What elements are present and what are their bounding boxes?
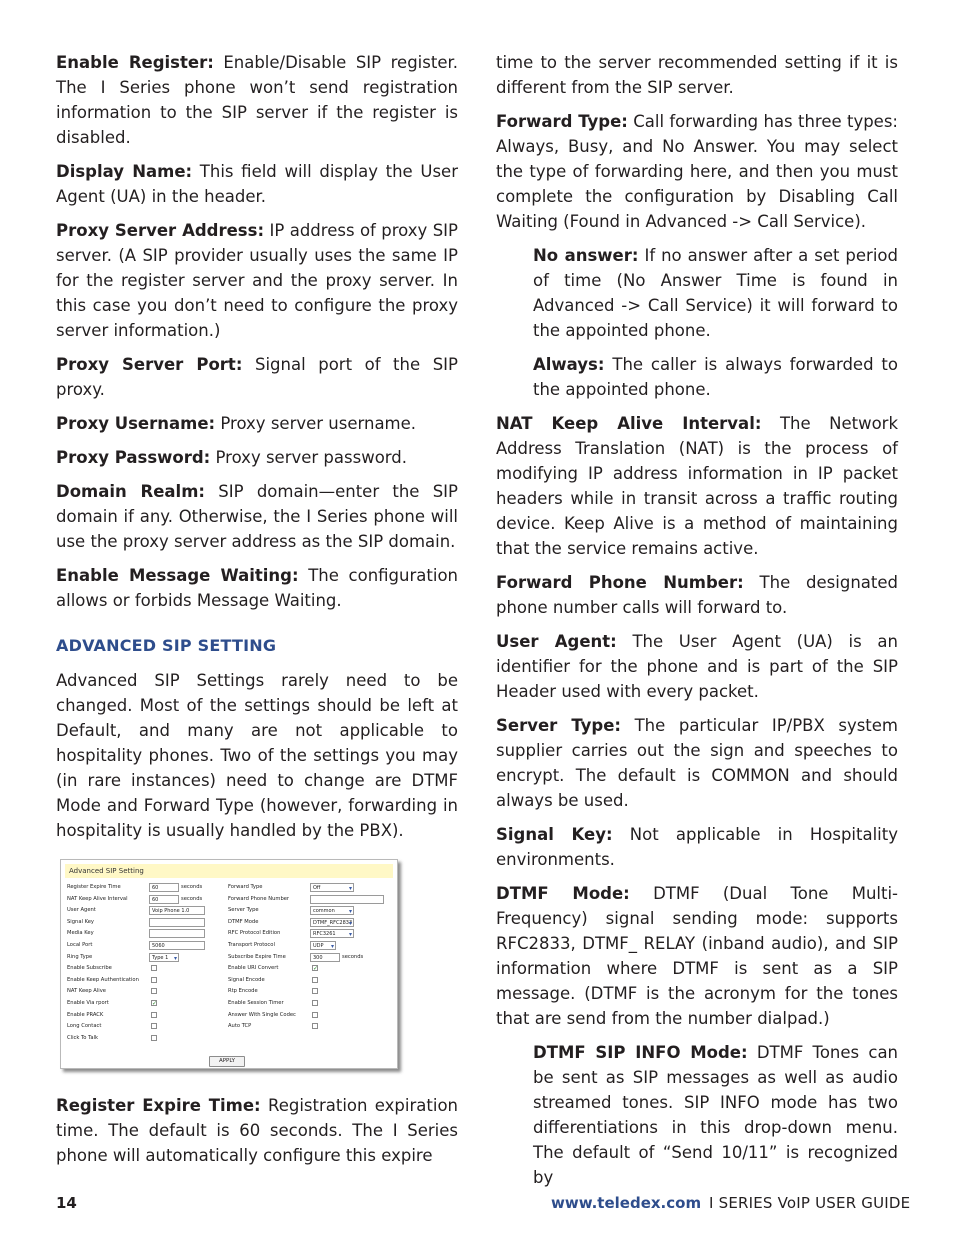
- description: The User Agent (UA) is an identifier for the phone and is part of the SIP Header used with every packet.: [496, 632, 898, 701]
- setting-checkbox[interactable]: [151, 977, 157, 983]
- setting-label: Enable Keep Authentication: [67, 976, 139, 983]
- setting-label: NAT Keep Alive: [67, 988, 107, 995]
- setting-row: [67, 986, 227, 997]
- definition-paragraph: [533, 352, 898, 402]
- setting-input[interactable]: [149, 895, 179, 904]
- setting-row: [67, 975, 227, 986]
- setting-label: Transport Protocol: [228, 942, 275, 948]
- setting-label: Subscribe Expire Time: [228, 953, 286, 960]
- setting-select[interactable]: [310, 906, 354, 915]
- setting-checkbox[interactable]: [151, 988, 157, 994]
- setting-input[interactable]: [310, 895, 384, 904]
- setting-row: [228, 928, 388, 939]
- definition-paragraph: [496, 822, 898, 872]
- section-intro: Advanced SIP Settings rarely need to be changed. Most of the settings should be left at Default, and many are not applicable to hospitality phones. Two of the settings you may (in rare instances) need to change are DTMF Mode and Forward Type (however, forwarding in hospitality is usually handled by the PBX).: [56, 671, 458, 840]
- term: Proxy Username:: [56, 414, 216, 433]
- setting-row: [67, 963, 227, 974]
- description: Proxy server username.: [220, 414, 417, 433]
- setting-row: [228, 1021, 388, 1032]
- setting-value: 5060: [152, 943, 165, 949]
- setting-label: Forward Phone Number: [228, 895, 290, 902]
- term: Always:: [533, 355, 605, 374]
- setting-row: [67, 882, 227, 893]
- setting-checkbox[interactable]: [151, 1035, 157, 1041]
- term: Enable Message Waiting:: [56, 566, 299, 585]
- setting-unit: seconds: [342, 953, 364, 960]
- definition-paragraph: [56, 563, 458, 613]
- setting-row: [228, 905, 388, 916]
- definition-paragraph: [56, 218, 458, 343]
- definition-paragraph: [496, 881, 898, 1031]
- term: Proxy Server Address:: [56, 221, 265, 240]
- setting-value: Off: [313, 885, 321, 891]
- setting-row: [228, 917, 388, 928]
- definition-paragraph: [56, 411, 458, 436]
- page-number: 14: [56, 1194, 77, 1212]
- description: The Network Address Translation (NAT) is the process of modifying IP address information in IP packet headers while in transit across a traffic routing device. Keep Alive is a method of maintaining that the service remains active.: [496, 414, 898, 558]
- setting-row: [228, 882, 388, 893]
- left-paragraphs: [56, 50, 458, 613]
- setting-label: Server Type: [228, 907, 259, 914]
- description: If no answer after a set period of time (No Answer Time is found in Advanced -> Call Service) it will forward to the appointed phone.: [533, 246, 898, 340]
- setting-label: Forward Type: [228, 884, 263, 890]
- setting-checkbox[interactable]: [312, 988, 318, 994]
- setting-label: Enable Via rport: [67, 1000, 109, 1006]
- setting-row: [228, 1010, 388, 1021]
- setting-row: [67, 952, 227, 963]
- setting-value: Type 1: [152, 954, 169, 961]
- setting-input[interactable]: [149, 941, 205, 950]
- setting-value: 60: [152, 885, 159, 891]
- description: SIP domain—enter the SIP domain if any. Otherwise, the I Series phone will use the proxy server address as the SIP domain.: [56, 482, 459, 551]
- setting-unit: seconds: [181, 895, 203, 902]
- term: Proxy Password:: [56, 448, 211, 467]
- setting-row: [228, 940, 388, 951]
- right-column: [496, 50, 898, 1199]
- description: Registration expiration time. The default is 60 seconds. The I Series phone will automatically configure this expire: [56, 1096, 458, 1165]
- setting-value: common: [313, 908, 335, 915]
- setting-input[interactable]: [149, 929, 205, 938]
- setting-label: Enable URI Convert: [228, 965, 279, 972]
- description: The configuration allows or forbids Message Waiting.: [56, 566, 458, 610]
- definition-paragraph: [496, 50, 898, 100]
- setting-row: [228, 975, 388, 986]
- setting-select[interactable]: [310, 883, 354, 892]
- description: The particular IP/PBX system supplier carries out the sign and speeches to encrypt. The default is COMMON and should always be used.: [496, 716, 899, 810]
- term: No answer:: [533, 246, 639, 265]
- definition-paragraph: [56, 445, 458, 470]
- term: Enable Register:: [56, 53, 214, 72]
- setting-select[interactable]: [310, 941, 336, 950]
- setting-input[interactable]: [149, 883, 179, 892]
- term: Forward Type:: [496, 112, 628, 131]
- setting-label: Signal Key: [67, 918, 94, 925]
- description: This field will display the User Agent (UA) in the header.: [56, 162, 458, 206]
- term: Server Type:: [496, 716, 622, 735]
- setting-row: [67, 998, 227, 1009]
- setting-checkbox[interactable]: [312, 977, 318, 983]
- setting-checkbox[interactable]: [151, 1012, 157, 1018]
- setting-row: [228, 986, 388, 997]
- setting-row: [228, 963, 388, 974]
- footer-url[interactable]: www.teledex.com: [551, 1194, 702, 1212]
- register-expire-paragraph: [56, 1093, 458, 1168]
- setting-value: 60: [152, 896, 159, 903]
- setting-label: DTMF Mode: [228, 918, 259, 925]
- setting-label: User Agent: [67, 907, 96, 914]
- setting-select[interactable]: [310, 929, 354, 938]
- setting-label: Answer With Single Codec: [228, 1011, 296, 1018]
- setting-label: Ring Type: [67, 953, 93, 960]
- setting-unit: seconds: [181, 884, 203, 890]
- term: Signal Key:: [496, 825, 613, 844]
- description: Proxy server password.: [215, 448, 408, 467]
- setting-label: Media Key: [67, 930, 94, 937]
- term: Forward Phone Number:: [496, 573, 744, 592]
- definition-paragraph: [56, 50, 458, 150]
- definition-paragraph: [533, 243, 898, 343]
- left-column: [56, 50, 458, 1177]
- definition-paragraph: [496, 713, 898, 813]
- setting-row: [67, 1033, 227, 1044]
- description: DTMF (Dual Tone Multi-Frequency) signal sending mode: supports RFC2833, DTMF_ RELAY (inband audio), and SIP information where DTMF is sent as a SIP message. (DTMF is the acronym for the tones that are send from the number dialpad.): [496, 884, 898, 1028]
- term: DTMF Mode:: [496, 884, 630, 903]
- setting-checkbox[interactable]: [312, 1023, 318, 1029]
- description: time to the server recommended setting if it is different from the SIP server.: [496, 53, 898, 97]
- setting-row: [228, 998, 388, 1009]
- setting-row: [67, 917, 227, 928]
- setting-value: Voip Phone 1.0: [152, 908, 190, 915]
- setting-checkbox[interactable]: [312, 1012, 318, 1018]
- section-heading: ADVANCED SIP SETTING: [56, 636, 277, 655]
- guide-title: I SERIES VoIP USER GUIDE: [709, 1194, 911, 1212]
- term: Domain Realm:: [56, 482, 205, 501]
- setting-checkbox[interactable]: ✓: [313, 965, 319, 973]
- term: DTMF SIP INFO Mode:: [533, 1043, 748, 1062]
- setting-checkbox[interactable]: ✓: [152, 1000, 158, 1007]
- setting-label: Enable Subscribe: [67, 965, 112, 972]
- setting-label: Click To Talk: [67, 1034, 99, 1041]
- setting-label: NAT Keep Alive Interval: [67, 895, 128, 902]
- panel-title: Advanced SIP Setting: [65, 864, 393, 878]
- setting-row: [67, 894, 227, 905]
- setting-label: Auto TCP: [228, 1023, 252, 1030]
- description: Call forwarding has three types: Always, Busy, and No Answer. You may select the type of forwarding here, and then you must complete the configuration by Disabling Call Waiting (Found in Advanced -> Call Service).: [496, 112, 898, 231]
- setting-row: [67, 940, 227, 951]
- setting-value: RFC3261: [313, 931, 336, 938]
- apply-button[interactable]: APPLY: [209, 1056, 245, 1067]
- description: IP address of proxy SIP server. (A SIP provider usually uses the same IP for the register server and the proxy server. In this case you don’t need to configure the proxy server information.): [56, 221, 458, 340]
- description: Not applicable in Hospitality environments.: [496, 825, 898, 869]
- setting-label: Long Contact: [67, 1023, 102, 1030]
- setting-label: Enable PRACK: [67, 1011, 104, 1018]
- setting-row: [67, 905, 227, 916]
- setting-checkbox[interactable]: [151, 1023, 157, 1029]
- description: The designated phone number calls will forward to.: [496, 573, 898, 617]
- setting-row: [228, 952, 388, 963]
- description: Signal port of the SIP proxy.: [56, 355, 458, 399]
- setting-input[interactable]: [149, 906, 205, 915]
- term: Proxy Server Port:: [56, 355, 243, 374]
- setting-checkbox[interactable]: [151, 965, 157, 971]
- setting-row: [67, 1021, 227, 1032]
- setting-label: Local Port: [67, 942, 93, 948]
- term: NAT Keep Alive Interval:: [496, 414, 762, 433]
- setting-select[interactable]: [149, 953, 179, 962]
- setting-label: Register Expire Time: [67, 884, 121, 890]
- term: Display Name:: [56, 162, 193, 181]
- definition-paragraph: [56, 352, 458, 402]
- setting-label: Rtp Encode: [228, 988, 258, 995]
- term: Register Expire Time:: [56, 1096, 261, 1115]
- advanced-sip-setting-screenshot: [60, 859, 398, 1071]
- description: Enable/Disable SIP register. The I Series phone won’t send registration information to the SIP server if the register is disabled.: [56, 53, 458, 147]
- setting-label: Enable Session Timer: [228, 1000, 284, 1006]
- setting-row: [67, 928, 227, 939]
- setting-label: Signal Encode: [228, 976, 265, 983]
- definition-paragraph: [496, 411, 898, 561]
- setting-row: [67, 1010, 227, 1021]
- description: The caller is always forwarded to the appointed phone.: [533, 355, 898, 399]
- definition-paragraph: [496, 570, 898, 620]
- definition-paragraph: [56, 479, 458, 554]
- setting-row: [228, 894, 388, 905]
- settings-panel: [60, 859, 398, 1069]
- setting-input[interactable]: [149, 918, 205, 927]
- term: User Agent:: [496, 632, 617, 651]
- setting-value: 300: [313, 954, 323, 961]
- definition-paragraph: [533, 1040, 898, 1190]
- setting-select[interactable]: [310, 918, 354, 927]
- setting-checkbox[interactable]: [312, 1000, 318, 1006]
- setting-label: RFC Protocol Edition: [228, 930, 281, 937]
- setting-value: DTMF_RFC2833: [313, 919, 353, 926]
- definition-paragraph: [56, 159, 458, 209]
- definition-paragraph: [496, 109, 898, 234]
- description: DTMF Tones can be sent as SIP messages as well as audio streamed tones. SIP INFO mode has two differentiations in this drop-down menu. The default of “Send 10/11” is recognized by: [533, 1043, 899, 1187]
- definition-paragraph: [496, 629, 898, 704]
- setting-value: UDP: [313, 943, 324, 949]
- setting-input[interactable]: [310, 953, 340, 962]
